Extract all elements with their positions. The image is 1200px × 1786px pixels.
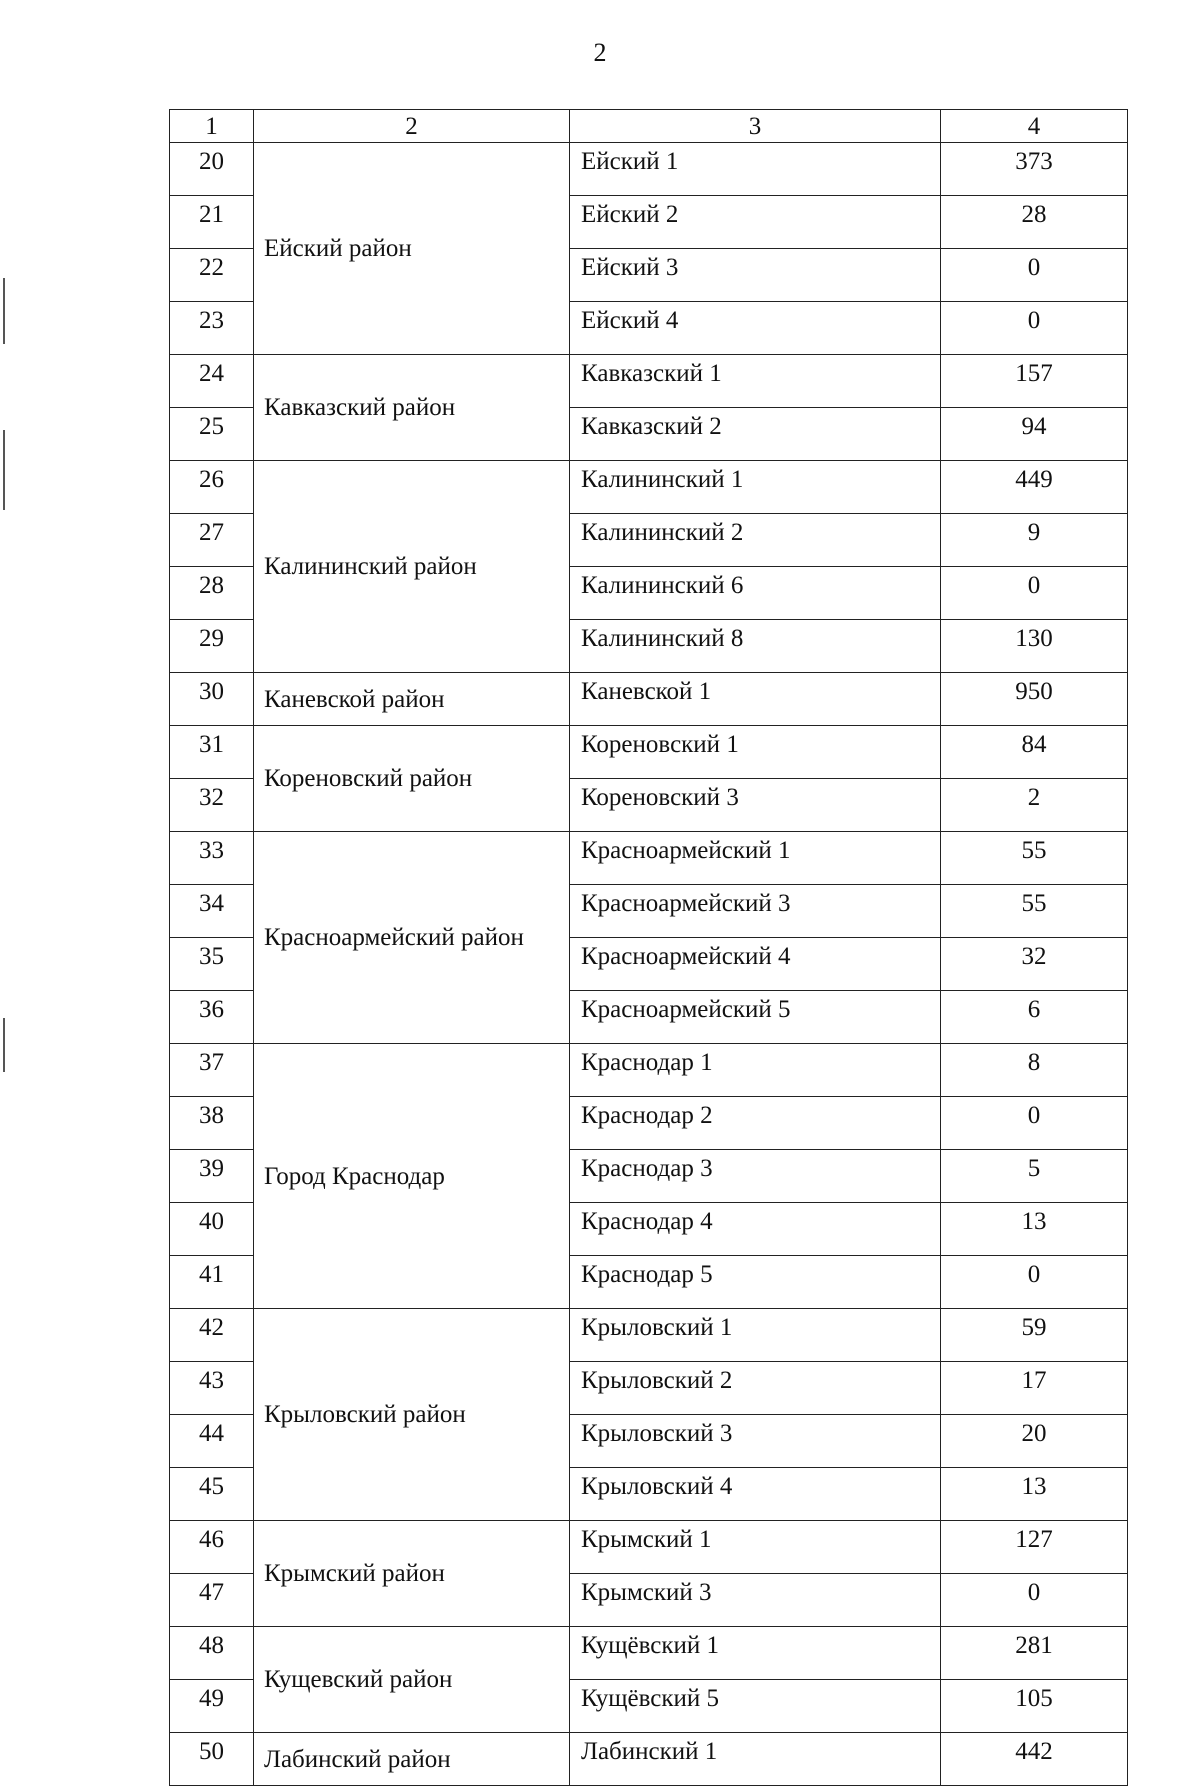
station-name: Калининский 2: [570, 514, 941, 567]
station-name: Кущёвский 5: [570, 1680, 941, 1733]
station-value: 0: [941, 1256, 1128, 1309]
station-value: 5: [941, 1150, 1128, 1203]
station-name: Крыловский 2: [570, 1362, 941, 1415]
district-name: Красноармейский район: [254, 832, 570, 1044]
row-number: 20: [170, 143, 254, 196]
station-name: Крымский 1: [570, 1521, 941, 1574]
table-row: [170, 355, 1128, 408]
station-name: Ейский 1: [570, 143, 941, 196]
district-name: Кавказский район: [254, 355, 570, 461]
station-name: Кущёвский 1: [570, 1627, 941, 1680]
station-name: Ейский 3: [570, 249, 941, 302]
row-number: 23: [170, 302, 254, 355]
row-number: 50: [170, 1733, 254, 1786]
station-name: Крыловский 3: [570, 1415, 941, 1468]
table-row: [170, 832, 1128, 885]
row-number: 47: [170, 1574, 254, 1627]
station-value: 2: [941, 779, 1128, 832]
scan-artifact: [3, 1018, 5, 1072]
station-name: Кореновский 1: [570, 726, 941, 779]
station-name: Кореновский 3: [570, 779, 941, 832]
row-number: 25: [170, 408, 254, 461]
row-number: 24: [170, 355, 254, 408]
header-row: [170, 110, 1128, 143]
station-name: Красноармейский 1: [570, 832, 941, 885]
row-number: 27: [170, 514, 254, 567]
table-row: [170, 726, 1128, 779]
row-number: 48: [170, 1627, 254, 1680]
column-header: 4: [941, 110, 1128, 143]
district-name: Крымский район: [254, 1521, 570, 1627]
district-name: Ейский район: [254, 143, 570, 355]
table-row: [170, 1044, 1128, 1097]
station-name: Крыловский 1: [570, 1309, 941, 1362]
district-name: Лабинский район: [254, 1733, 570, 1786]
scan-artifact: [3, 278, 5, 344]
row-number: 35: [170, 938, 254, 991]
district-name: Кореновский район: [254, 726, 570, 832]
station-value: 0: [941, 302, 1128, 355]
station-name: Крыловский 4: [570, 1468, 941, 1521]
row-number: 38: [170, 1097, 254, 1150]
station-value: 6: [941, 991, 1128, 1044]
data-table: [169, 109, 1128, 1786]
row-number: 32: [170, 779, 254, 832]
station-value: 130: [941, 620, 1128, 673]
column-header: 2: [254, 110, 570, 143]
station-value: 442: [941, 1733, 1128, 1786]
district-name: Кущевский район: [254, 1627, 570, 1733]
row-number: 43: [170, 1362, 254, 1415]
district-name: Город Краснодар: [254, 1044, 570, 1309]
station-value: 0: [941, 1097, 1128, 1150]
row-number: 26: [170, 461, 254, 514]
table-row: [170, 143, 1128, 196]
station-name: Краснодар 2: [570, 1097, 941, 1150]
station-name: Краснодар 5: [570, 1256, 941, 1309]
station-name: Лабинский 1: [570, 1733, 941, 1786]
station-name: Кавказский 1: [570, 355, 941, 408]
station-value: 8: [941, 1044, 1128, 1097]
station-value: 127: [941, 1521, 1128, 1574]
station-value: 59: [941, 1309, 1128, 1362]
station-value: 94: [941, 408, 1128, 461]
station-name: Калининский 1: [570, 461, 941, 514]
row-number: 46: [170, 1521, 254, 1574]
station-value: 84: [941, 726, 1128, 779]
table-row: [170, 1733, 1128, 1786]
station-value: 0: [941, 567, 1128, 620]
row-number: 41: [170, 1256, 254, 1309]
table-row: [170, 461, 1128, 514]
row-number: 40: [170, 1203, 254, 1256]
table-row: [170, 1521, 1128, 1574]
row-number: 37: [170, 1044, 254, 1097]
station-name: Красноармейский 4: [570, 938, 941, 991]
station-value: 449: [941, 461, 1128, 514]
row-number: 39: [170, 1150, 254, 1203]
district-name: Крыловский район: [254, 1309, 570, 1521]
row-number: 36: [170, 991, 254, 1044]
station-name: Калининский 8: [570, 620, 941, 673]
station-name: Красноармейский 5: [570, 991, 941, 1044]
row-number: 30: [170, 673, 254, 726]
station-name: Краснодар 4: [570, 1203, 941, 1256]
station-value: 13: [941, 1203, 1128, 1256]
table-row: [170, 1309, 1128, 1362]
station-name: Крымский 3: [570, 1574, 941, 1627]
row-number: 31: [170, 726, 254, 779]
station-value: 281: [941, 1627, 1128, 1680]
station-name: Краснодар 3: [570, 1150, 941, 1203]
station-value: 9: [941, 514, 1128, 567]
district-name: Каневской район: [254, 673, 570, 726]
station-value: 13: [941, 1468, 1128, 1521]
table-body: [170, 110, 1128, 1786]
station-name: Каневской 1: [570, 673, 941, 726]
station-name: Калининский 6: [570, 567, 941, 620]
station-name: Ейский 4: [570, 302, 941, 355]
table-row: [170, 673, 1128, 726]
station-value: 28: [941, 196, 1128, 249]
station-value: 55: [941, 885, 1128, 938]
row-number: 44: [170, 1415, 254, 1468]
row-number: 33: [170, 832, 254, 885]
station-value: 17: [941, 1362, 1128, 1415]
row-number: 42: [170, 1309, 254, 1362]
station-value: 55: [941, 832, 1128, 885]
row-number: 34: [170, 885, 254, 938]
station-name: Красноармейский 3: [570, 885, 941, 938]
station-value: 0: [941, 249, 1128, 302]
table-row: [170, 1627, 1128, 1680]
column-header: 3: [570, 110, 941, 143]
page-number: 2: [593, 38, 607, 67]
station-value: 157: [941, 355, 1128, 408]
row-number: 22: [170, 249, 254, 302]
station-name: Ейский 2: [570, 196, 941, 249]
column-header: 1: [170, 110, 254, 143]
row-number: 21: [170, 196, 254, 249]
station-value: 32: [941, 938, 1128, 991]
row-number: 28: [170, 567, 254, 620]
station-value: 950: [941, 673, 1128, 726]
row-number: 29: [170, 620, 254, 673]
row-number: 45: [170, 1468, 254, 1521]
district-name: Калининский район: [254, 461, 570, 673]
scan-artifact: [3, 430, 5, 510]
station-name: Кавказский 2: [570, 408, 941, 461]
station-value: 0: [941, 1574, 1128, 1627]
row-number: 49: [170, 1680, 254, 1733]
station-name: Краснодар 1: [570, 1044, 941, 1097]
station-value: 373: [941, 143, 1128, 196]
station-value: 105: [941, 1680, 1128, 1733]
station-value: 20: [941, 1415, 1128, 1468]
